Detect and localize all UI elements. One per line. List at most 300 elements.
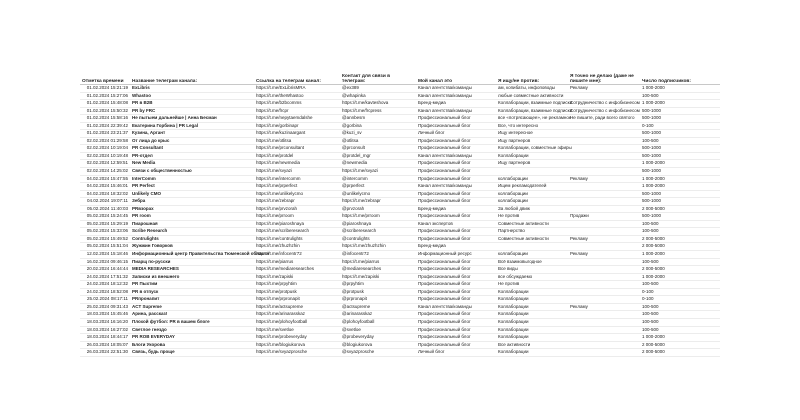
- column-header-type[interactable]: Мой канал это: [416, 71, 496, 85]
- cell-subs: 2 000-5000: [640, 349, 720, 357]
- cell-date: 24.02.2024 17:51:32: [80, 273, 130, 281]
- cell-want: Коллаборации: [496, 288, 568, 296]
- cell-name: Блоги Укорова: [130, 341, 254, 349]
- cell-date: 02.02.2024 14:25:02: [80, 168, 130, 176]
- cell-link[interactable]: https://t.me/svyazprosche: [254, 349, 340, 357]
- cell-ready: [568, 318, 640, 326]
- cell-type: Профессиональный блог: [416, 115, 496, 123]
- table-row: [80, 152, 720, 160]
- cell-contact[interactable]: https://t.me/svyazi: [340, 168, 416, 176]
- table-row: [80, 160, 720, 168]
- cell-type: Бренд-медиа: [416, 243, 496, 251]
- cell-date: 04.02.2024 18:32:02: [80, 190, 130, 198]
- cell-want: Все активности: [496, 341, 568, 349]
- cell-want: ам, копибаты, инфоповоды: [496, 85, 568, 93]
- cell-name: InterComm: [130, 175, 254, 183]
- cell-contact: @prconsult: [340, 145, 416, 153]
- cell-ready: Рекламу: [568, 235, 640, 243]
- cell-subs: 2 000-5000: [640, 205, 720, 213]
- cell-want: Коллаборации: [496, 334, 568, 342]
- cell-contact: @probeveryday: [340, 334, 416, 342]
- table-row: [80, 243, 720, 251]
- cell-subs: 500-1000: [640, 145, 720, 153]
- cell-date: 05.02.2024 15:51:04: [80, 243, 130, 251]
- cell-contact: @protpusk: [340, 288, 416, 296]
- cell-subs: 100-500: [640, 258, 720, 266]
- cell-contact: @annbesm: [340, 115, 416, 123]
- cell-date: 01.02.2024 15:48:08: [80, 100, 130, 108]
- cell-date: 01.02.2024 15:58:16: [80, 115, 130, 123]
- cell-date: 18.03.2024 16:16:20: [80, 318, 130, 326]
- cell-name: PRпронапит: [130, 296, 254, 304]
- cell-ready: [568, 266, 640, 274]
- cell-subs: 500-1000: [640, 168, 720, 176]
- cell-contact: @prperfect: [340, 183, 416, 191]
- cell-contact: @plohoyfootball: [340, 318, 416, 326]
- cell-ready: [568, 258, 640, 266]
- cell-subs: 1 000-2000: [640, 334, 720, 342]
- cell-link[interactable]: https://t.me/mediaresearches: [254, 266, 340, 274]
- table-row: [80, 341, 720, 349]
- cell-subs: 2 000-5000: [640, 235, 720, 243]
- cell-link[interactable]: https://t.me/newmedia: [254, 160, 340, 168]
- cell-type: Профессиональный блог: [416, 326, 496, 334]
- table-row: [80, 334, 720, 342]
- cell-date: 02.02.2024 10:19:04: [80, 145, 130, 153]
- cell-date: 16.02.2024 09:46:15: [80, 258, 130, 266]
- cell-name: Екатерина Горбина | PR Legal: [130, 122, 254, 130]
- cell-contact: @gorbina: [340, 122, 416, 130]
- table-row: [80, 183, 720, 191]
- cell-contact: @kuzi_sv: [340, 130, 416, 138]
- cell-link[interactable]: https://t.me/protpusk: [254, 288, 340, 296]
- cell-type: Канал агентства/команды: [416, 85, 496, 93]
- cell-want: Все виды: [496, 266, 568, 274]
- cell-type: Профессиональный блог: [416, 258, 496, 266]
- cell-want: Коллаборации: [496, 152, 568, 160]
- table-row: [80, 175, 720, 183]
- cell-type: Канал агентства/команды: [416, 92, 496, 100]
- table-row: [80, 213, 720, 221]
- cell-contact: @prpronapit: [340, 296, 416, 304]
- cell-contact[interactable]: https://t.me/zhuzhzhin: [340, 243, 416, 251]
- table-row: [80, 122, 720, 130]
- cell-ready: [568, 130, 640, 138]
- cell-type: Профессиональный блог: [416, 145, 496, 153]
- cell-contact: @intercomm: [340, 175, 416, 183]
- cell-subs: 0-100: [640, 288, 720, 296]
- cell-type: Профессиональный блог: [416, 296, 496, 304]
- cell-date: 02.02.2024 12:59:51: [80, 160, 130, 168]
- cell-name: Информационный центр Правительства Тюменской области: [130, 251, 254, 259]
- cell-name: PR Пыхтим: [130, 281, 254, 289]
- cell-link[interactable]: https://t.me/probeveryday: [254, 334, 340, 342]
- table-row: [80, 228, 720, 236]
- cell-type: Канал агентства/команды: [416, 107, 496, 115]
- cell-type: Профессиональный блог: [416, 198, 496, 206]
- cell-subs: 1 000-2000: [640, 160, 720, 168]
- cell-date: 04.02.2024 15:47:55: [80, 175, 130, 183]
- cell-date: 05.02.2024 15:33:06: [80, 228, 130, 236]
- cell-contact: @unlikelycmo: [340, 190, 416, 198]
- cell-date: 26.03.2024 22:51:30: [80, 349, 130, 357]
- cell-type: Профессиональный блог: [416, 137, 496, 145]
- table-header: [80, 71, 720, 85]
- column-header-contact[interactable]: Контакт для связи в телеграм:: [340, 71, 416, 85]
- table-row: [80, 130, 720, 138]
- table-row: [80, 145, 720, 153]
- column-header-ready[interactable]: Я точно не делаю (даже не пишите мне):: [568, 71, 640, 85]
- cell-want: Все, что интересно: [496, 122, 568, 130]
- cell-want: [496, 168, 568, 176]
- table-body: [80, 85, 720, 357]
- cell-contact: @otlitsa: [340, 137, 416, 145]
- cell-name: PR в отпуск: [130, 288, 254, 296]
- cell-subs: 0-100: [640, 296, 720, 304]
- cell-ready: [568, 145, 640, 153]
- cell-ready: [568, 281, 640, 289]
- cell-name: PR by FRC: [130, 107, 254, 115]
- cell-ready: [568, 228, 640, 236]
- cell-want: все «потрясающее», не рекламное: [496, 115, 568, 123]
- cell-subs: 100-500: [640, 220, 720, 228]
- cell-ready: [568, 288, 640, 296]
- cell-link[interactable]: https://t.me/prpronapit: [254, 296, 340, 304]
- table-row: [80, 258, 720, 266]
- cell-date: 04.02.2024 15:46:01: [80, 183, 130, 191]
- table-row: [80, 273, 720, 281]
- cell-name: Не пытыем дальнейше | Анна Бесман: [130, 115, 254, 123]
- cell-contact[interactable]: https://t.me/frcpress: [340, 107, 416, 115]
- cell-type: Профессиональный блог: [416, 266, 496, 274]
- cell-link[interactable]: https://t.me/piarrus: [254, 258, 340, 266]
- cell-link[interactable]: https://t.me/plohoyfootball: [254, 318, 340, 326]
- cell-type: Бренд-медиа: [416, 205, 496, 213]
- cell-ready: [568, 198, 640, 206]
- cell-name: Записки из внешнего: [130, 273, 254, 281]
- cell-subs: 100-500: [640, 281, 720, 289]
- cell-date: 12.02.2024 15:18:46: [80, 251, 130, 259]
- table-row: [80, 190, 720, 198]
- cell-want: Коллаборации: [496, 296, 568, 304]
- cell-type: Профессиональный блог: [416, 213, 496, 221]
- cell-want: Не против: [496, 213, 568, 221]
- cell-contact: @scriberesearch: [340, 228, 416, 236]
- cell-date: 26.03.2024 18:05:07: [80, 341, 130, 349]
- cell-date: 20.02.2024 16:44:44: [80, 266, 130, 274]
- cell-type: Профессиональный блог: [416, 288, 496, 296]
- cell-subs: 500-1000: [640, 130, 720, 138]
- cell-type: Канал экспертов: [416, 220, 496, 228]
- cell-want: Совместные активности: [496, 235, 568, 243]
- cell-date: 02.02.2024 01:29:58: [80, 137, 130, 145]
- cell-link[interactable]: https://t.me/unlikelycmo: [254, 190, 340, 198]
- cell-ready: Рекламу: [568, 303, 640, 311]
- cell-subs: 100-500: [640, 326, 720, 334]
- column-header-link[interactable]: Ссылка на телеграм канал:: [254, 71, 340, 85]
- table-row: [80, 266, 720, 274]
- cell-want: Коллаборации, совместные эфиры: [496, 145, 568, 153]
- cell-name: Плохой футбол: PR в вашем блоге: [130, 318, 254, 326]
- cell-contact: @prpyhtim: [340, 281, 416, 289]
- cell-subs: 500-1000: [640, 213, 720, 221]
- cell-contact: @mediaresearches: [340, 266, 416, 274]
- cell-link[interactable]: https://t.me/frcpr: [254, 107, 340, 115]
- table-row: [80, 168, 720, 176]
- table-row: [80, 303, 720, 311]
- table-row: [80, 137, 720, 145]
- cell-contact: @infocentr72: [340, 251, 416, 259]
- cell-name: Светлое гнездо: [130, 326, 254, 334]
- cell-contact: @actsupreme: [340, 303, 416, 311]
- cell-subs: 1 000-2000: [640, 183, 720, 191]
- cell-link[interactable]: https://t.me/kuzinaargant: [254, 130, 340, 138]
- cell-name: От лица до крыс: [130, 137, 254, 145]
- cell-name: PR ROB EVERYDAY: [130, 334, 254, 342]
- cell-name: Арина, рассказ!: [130, 311, 254, 319]
- cell-date: 05.02.2024 15:24:45: [80, 213, 130, 221]
- table-row: [80, 85, 720, 93]
- cell-type: Профессиональный блог: [416, 281, 496, 289]
- cell-subs: 100-500: [640, 92, 720, 100]
- cell-subs: 2 000-5000: [640, 266, 720, 274]
- cell-subs: 500-1000: [640, 190, 720, 198]
- cell-ready: [568, 122, 640, 130]
- cell-link[interactable]: https://t.me/zapiski: [254, 273, 340, 281]
- cell-subs: 1 000-2000: [640, 273, 720, 281]
- cell-ready: [568, 326, 640, 334]
- cell-name: Scribe Research: [130, 228, 254, 236]
- table-row: [80, 205, 720, 213]
- cell-date: 05.02.2024 15:49:52: [80, 235, 130, 243]
- cell-contact[interactable]: https://t.me/prroom: [340, 213, 416, 221]
- cell-subs: 1 000-2000: [640, 251, 720, 259]
- cell-subs: 2 000-5000: [640, 243, 720, 251]
- cell-subs: 1 000-2000: [640, 85, 720, 93]
- cell-subs: 1 000-2000: [640, 175, 720, 183]
- cell-want: Совместные активности: [496, 220, 568, 228]
- column-header-want[interactable]: Я ищу/не против:: [496, 71, 568, 85]
- table-row: [80, 235, 720, 243]
- cell-type: Профессиональный блог: [416, 168, 496, 176]
- cell-ready: Сотрудничество с инфобизнесом: [568, 100, 640, 108]
- header-row: [80, 71, 720, 85]
- cell-type: Канал агентства/команды: [416, 152, 496, 160]
- cell-ready: Не пишите, ради всего святого: [568, 115, 640, 123]
- cell-contact: @newmedia: [340, 160, 416, 168]
- cell-contact: @contrulights: [340, 235, 416, 243]
- cell-ready: [568, 311, 640, 319]
- cell-type: Профессиональный блог: [416, 190, 496, 198]
- cell-type: Профессиональный блог: [416, 311, 496, 319]
- cell-type: Профессиональный блог: [416, 235, 496, 243]
- cell-date: 18.03.2024 16:27:02: [80, 326, 130, 334]
- cell-subs: 500-1000: [640, 198, 720, 206]
- cell-name: PR Consultant: [130, 145, 254, 153]
- cell-ready: Сотрудничество с инфобизнесом: [568, 107, 640, 115]
- cell-type: Личный блог: [416, 349, 496, 357]
- table-row: [80, 288, 720, 296]
- cell-link[interactable]: https://t.me/prroom: [254, 213, 340, 221]
- table-row: [80, 281, 720, 289]
- cell-date: 25.02.2024 08:17:11: [80, 296, 130, 304]
- column-header-subs[interactable]: Число подписчиков:: [640, 71, 720, 85]
- cell-link[interactable]: https://t.me/actsupreme: [254, 303, 340, 311]
- cell-contact: @arinarasskaz: [340, 311, 416, 319]
- cell-ready: Продажи: [568, 213, 640, 221]
- cell-ready: [568, 220, 640, 228]
- cell-date: 01.02.2024 15:50:32: [80, 107, 130, 115]
- cell-ready: [568, 273, 640, 281]
- cell-date: 25.02.2024 09:31:43: [80, 303, 130, 311]
- cell-contact: @blogiukorova: [340, 341, 416, 349]
- cell-name: Пиарошная: [130, 220, 254, 228]
- cell-link[interactable]: https://t.me/protdel: [254, 152, 340, 160]
- cell-subs: 100-500: [640, 303, 720, 311]
- cell-link[interactable]: https://t.me/prvzorah: [254, 205, 340, 213]
- cell-want: Ищу партнеров: [496, 160, 568, 168]
- cell-type: Профессиональный блог: [416, 122, 496, 130]
- column-header-name[interactable]: Название телеграм канала:: [130, 71, 254, 85]
- column-header-date[interactable]: Отметка времени: [80, 71, 130, 85]
- cell-name: ACT Supreme: [130, 303, 254, 311]
- cell-subs: 500-1000: [640, 152, 720, 160]
- cell-want: коллаборации: [496, 190, 568, 198]
- cell-link[interactable]: https://t.me/b2bcomms: [254, 100, 340, 108]
- cell-contact[interactable]: https://t.me/piarrus: [340, 258, 416, 266]
- cell-link[interactable]: https://t.me/infocentr72: [254, 251, 340, 259]
- table-row: [80, 296, 720, 304]
- cell-contact[interactable]: https://t.me/zebrapr: [340, 198, 416, 206]
- cell-subs: 2 000-5000: [640, 341, 720, 349]
- cell-type: Канал агентства/команды: [416, 303, 496, 311]
- cell-link[interactable]: https://t.me/prperfect: [254, 183, 340, 191]
- table-row: [80, 318, 720, 326]
- cell-name: PR Perfect: [130, 183, 254, 191]
- cell-ready: [568, 183, 640, 191]
- cell-ready: Рекламу: [568, 175, 640, 183]
- cell-type: Профессиональный блог: [416, 228, 496, 236]
- cell-want: Ищу партнеров: [496, 137, 568, 145]
- cell-want: Коллаборации: [496, 303, 568, 311]
- cell-name: PR-отдел: [130, 152, 254, 160]
- cell-link[interactable]: https://t.me/gorbinapr: [254, 122, 340, 130]
- cell-contact: @svyazprosche: [340, 349, 416, 357]
- cell-contact: @protdel_mgr: [340, 152, 416, 160]
- cell-subs: 500-1000: [640, 107, 720, 115]
- cell-contact[interactable]: https://t.me/zapiski: [340, 273, 416, 281]
- table-row: [80, 92, 720, 100]
- cell-name: PR room: [130, 213, 254, 221]
- cell-name: Зебра: [130, 198, 254, 206]
- cell-link[interactable]: https://t.me/ExLibrisMRA: [254, 85, 340, 93]
- cell-contact: @prvzorah: [340, 205, 416, 213]
- cell-want: Коллаборации, взаимные подписки: [496, 100, 568, 108]
- cell-date: 02.02.2024 10:19:48: [80, 152, 130, 160]
- table-row: [80, 115, 720, 123]
- cell-subs: 1 000-2000: [640, 100, 720, 108]
- cell-subs: 100-500: [640, 228, 720, 236]
- cell-want: Коллаборации: [496, 349, 568, 357]
- table-row: [80, 311, 720, 319]
- cell-link[interactable]: https://t.me/nepytaemdalshe: [254, 115, 340, 123]
- table-row: [80, 220, 720, 228]
- cell-link[interactable]: https://t.me/intercomm: [254, 175, 340, 183]
- cell-date: 05.02.2024 15:29:19: [80, 220, 130, 228]
- cell-want: все обсуждаемо: [496, 273, 568, 281]
- cell-name: ExLibris: [130, 85, 254, 93]
- cell-type: Профессиональный блог: [416, 160, 496, 168]
- cell-want: Всё взаимовыгодное: [496, 258, 568, 266]
- cell-link[interactable]: https://t.me/zebrapr: [254, 198, 340, 206]
- table-row: [80, 349, 720, 357]
- cell-name: Whastoo: [130, 92, 254, 100]
- cell-date: 24.02.2024 18:52:08: [80, 288, 130, 296]
- cell-contact[interactable]: https://t.me/kavteshova: [340, 100, 416, 108]
- cell-want: коллаборации: [496, 251, 568, 259]
- cell-subs: 100-500: [640, 318, 720, 326]
- spreadsheet-table: [80, 71, 720, 357]
- cell-link[interactable]: https://t.me/svyazi: [254, 168, 340, 176]
- cell-contact: @piaroshnaya: [340, 220, 416, 228]
- cell-contact: @svetloe: [340, 326, 416, 334]
- cell-want: Коллаборации: [496, 326, 568, 334]
- cell-date: 24.02.2024 18:12:32: [80, 281, 130, 289]
- cell-type: Профессиональный блог: [416, 273, 496, 281]
- cell-type: Профессиональный блог: [416, 341, 496, 349]
- cell-contact: @ex389: [340, 85, 416, 93]
- cell-ready: [568, 334, 640, 342]
- cell-type: Профессиональный блог: [416, 334, 496, 342]
- table-row: [80, 100, 720, 108]
- table-row: [80, 326, 720, 334]
- cell-link[interactable]: https://t.me/svetloe: [254, 326, 340, 334]
- cell-name: Кузина, Аргант: [130, 130, 254, 138]
- cell-link[interactable]: https://t.me/blogiukorova: [254, 341, 340, 349]
- cell-link[interactable]: https://t.me/arinarasskaz: [254, 311, 340, 319]
- cell-want: Ищем рекламодателей: [496, 183, 568, 191]
- cell-ready: [568, 137, 640, 145]
- cell-want: коллаборации: [496, 175, 568, 183]
- cell-want: Коллаборации: [496, 318, 568, 326]
- cell-link[interactable]: https://t.me/prconsultant: [254, 145, 340, 153]
- cell-want: Коллаборации, взаимные подписки: [496, 107, 568, 115]
- cell-ready: [568, 341, 640, 349]
- cell-link[interactable]: https://t.me/prpyhtim: [254, 281, 340, 289]
- cell-date: 01.02.2024 23:21:37: [80, 130, 130, 138]
- cell-type: Личный блог: [416, 130, 496, 138]
- cell-type: Профессиональный блог: [416, 175, 496, 183]
- cell-name: Связь, будь проще: [130, 349, 254, 357]
- cell-type: Канал агентства/команды: [416, 183, 496, 191]
- cell-link[interactable]: https://t.me/otlitsa: [254, 137, 340, 145]
- cell-want: За любой движ: [496, 205, 568, 213]
- cell-name: MEDIA RESEARCHES: [130, 266, 254, 274]
- cell-link[interactable]: https://t.me/scriberesearch: [254, 228, 340, 236]
- cell-type: Профессиональный блог: [416, 318, 496, 326]
- cell-ready: [568, 190, 640, 198]
- cell-date: 01.02.2024 15:27:06: [80, 92, 130, 100]
- cell-want: коллаборации: [496, 198, 568, 206]
- cell-date: 04.02.2024 19:07:11: [80, 198, 130, 206]
- cell-link[interactable]: https://t.me/piaroshnaya: [254, 220, 340, 228]
- cell-link[interactable]: https://t.me/contrulights: [254, 235, 340, 243]
- cell-ready: Рекламу: [568, 251, 640, 259]
- cell-link[interactable]: https://t.me/zhuzhzhin: [254, 243, 340, 251]
- cell-link[interactable]: https://t.me/theWhastoo: [254, 92, 340, 100]
- cell-ready: Рекламу: [568, 85, 640, 93]
- cell-subs: 500-1000: [640, 115, 720, 123]
